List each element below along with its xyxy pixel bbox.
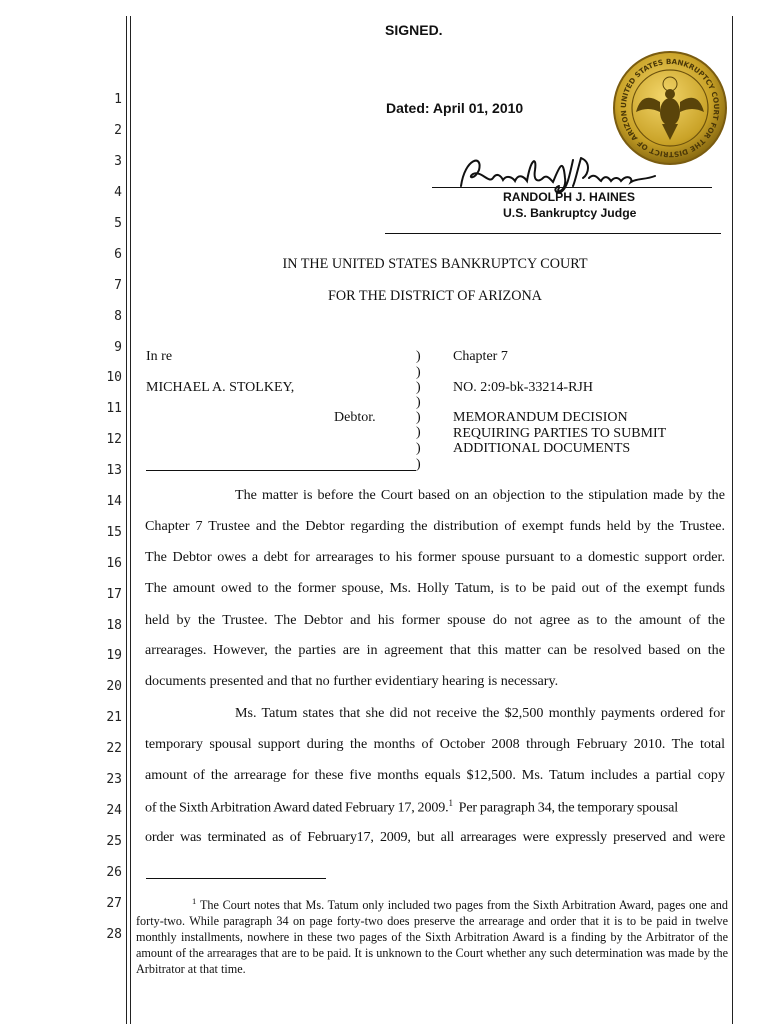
line-number: 20 bbox=[106, 679, 122, 694]
caption-paren: ) bbox=[416, 441, 421, 456]
body-line: arrearages. However, the parties are in agreement that this matter can be resolved based on the bbox=[145, 642, 725, 658]
line-number: 16 bbox=[106, 556, 122, 571]
line-number: 3 bbox=[114, 154, 122, 169]
line-number: 24 bbox=[106, 803, 122, 818]
line-number: 27 bbox=[106, 896, 122, 911]
body-line: The matter is before the Court based on an objection to the stipulation made by the bbox=[235, 487, 725, 503]
judge-name: RANDOLPH J. HAINES bbox=[503, 190, 636, 204]
seal-text: UNITED STATES BANKRUPTCY COURT FOR THE DISTRICT OF ARIZON bbox=[618, 56, 722, 160]
caption-in-re: In re bbox=[146, 349, 173, 364]
court-heading-line1: IN THE UNITED STATES BANKRUPTCY COURT bbox=[282, 256, 588, 272]
line-number: 19 bbox=[106, 648, 122, 663]
line-number: 6 bbox=[114, 247, 122, 262]
body-line: order was terminated as of February17, 2009, but all arrearages were expressly preserved and were bbox=[145, 829, 725, 845]
caption-title-line: ADDITIONAL DOCUMENTS bbox=[453, 441, 631, 456]
body-text: Per paragraph 34, the temporary spousal bbox=[458, 799, 679, 816]
caption-title-line: REQUIRING PARTIES TO SUBMIT bbox=[453, 425, 667, 441]
footnote bbox=[136, 893, 728, 977]
line-number: 11 bbox=[106, 401, 122, 416]
line-number: 14 bbox=[106, 494, 122, 509]
line-number: 9 bbox=[114, 340, 122, 355]
caption-rule bbox=[146, 470, 416, 471]
caption-debtor-name: MICHAEL A. STOLKEY, bbox=[146, 380, 295, 395]
body-line: Ms. Tatum states that she did not receive the $2,500 monthly payments ordered for bbox=[235, 705, 725, 721]
caption-title-line: MEMORANDUM DECISION bbox=[453, 410, 628, 425]
line-number: 10 bbox=[106, 370, 122, 385]
caption-paren: ) bbox=[416, 425, 421, 440]
signed-label: SIGNED. bbox=[385, 22, 443, 38]
dated-label: Dated: April 01, 2010 bbox=[386, 100, 524, 116]
line-number: 17 bbox=[106, 587, 122, 602]
body-line: The Debtor owes a debt for arrearages to his former spouse pursuant to a domestic support order. bbox=[145, 549, 725, 565]
line-number: 8 bbox=[114, 309, 122, 324]
line-number: 18 bbox=[106, 618, 122, 633]
line-number: 26 bbox=[106, 865, 122, 880]
body-line: Chapter 7 Trustee and the Debtor regarding the distribution of exempt funds held by the Trustee. bbox=[145, 518, 725, 534]
right-margin-rule bbox=[732, 16, 733, 1024]
body-line: amount of the arrearage for these five months equals $12,500. Ms. Tatum includes a partial copy bbox=[145, 767, 725, 783]
caption-paren: ) bbox=[416, 380, 421, 395]
left-margin-rule bbox=[126, 16, 127, 1024]
footnote-ref[interactable]: 1 bbox=[448, 798, 453, 808]
line-number: 25 bbox=[106, 834, 122, 849]
caption-paren: ) bbox=[416, 395, 421, 410]
judge-signature bbox=[455, 148, 665, 196]
left-margin-rule-inner bbox=[130, 16, 131, 1024]
caption-title bbox=[453, 410, 666, 457]
signature-script-text: Randolph J. Haines bbox=[455, 148, 463, 149]
line-number: 7 bbox=[114, 278, 122, 293]
header-rule bbox=[385, 233, 721, 234]
body-line: The amount owed to the former spouse, Ms. Holly Tatum, is to be paid out of the exempt funds bbox=[145, 580, 725, 596]
body-line: documents presented and that no further evidentiary hearing is necessary. bbox=[145, 673, 559, 689]
line-number: 12 bbox=[106, 432, 122, 447]
body-line: held by the Trustee. The Debtor and his former spouse do not agree as to the amount of the bbox=[145, 612, 725, 628]
line-number: 1 bbox=[114, 92, 122, 107]
caption-paren: ) bbox=[416, 457, 421, 472]
line-number: 5 bbox=[114, 216, 122, 231]
court-heading-line2: FOR THE DISTRICT OF ARIZONA bbox=[328, 288, 542, 304]
line-number: 2 bbox=[114, 123, 122, 138]
body-line: temporary spousal support during the months of October 2008 through February 2010. The total bbox=[145, 736, 725, 752]
caption-paren: ) bbox=[416, 365, 421, 380]
line-number: 22 bbox=[106, 741, 122, 756]
line-number: 21 bbox=[106, 710, 122, 725]
caption-debtor-label: Debtor. bbox=[334, 410, 376, 425]
footnote-text: The Court notes that Ms. Tatum only included two pages from the Sixth Arbitration Award, pages one and forty-two. While paragraph 34 on page forty-two does preserve the arrearage and order that it is to be paid in twelve monthly installments, nowhere in these two pages of the Sixth Arbitration Award is a finding by the Arbitrator of the amount of the arrearages that are to be paid. It is unknown to the Court whether any such determination was made by the Arbitrator at that time. bbox=[136, 898, 728, 977]
line-number: 28 bbox=[106, 927, 122, 942]
line-number: 23 bbox=[106, 772, 122, 787]
caption-chapter: Chapter 7 bbox=[453, 349, 508, 364]
line-number: 4 bbox=[114, 185, 122, 200]
caption-case-number: NO. 2:09-bk-33214-RJH bbox=[453, 380, 593, 395]
body-line-with-footnote bbox=[145, 798, 725, 817]
footnote-rule bbox=[146, 878, 326, 879]
caption-paren: ) bbox=[416, 410, 421, 425]
line-number: 13 bbox=[106, 463, 122, 478]
footnote-marker: 1 bbox=[192, 896, 197, 906]
line-number: 15 bbox=[106, 525, 122, 540]
caption-paren: ) bbox=[416, 349, 421, 364]
judge-title: U.S. Bankruptcy Judge bbox=[503, 206, 637, 220]
signature-line bbox=[432, 187, 712, 188]
body-text: of the Sixth Arbitration Award dated February 17, 2009. bbox=[145, 799, 449, 816]
